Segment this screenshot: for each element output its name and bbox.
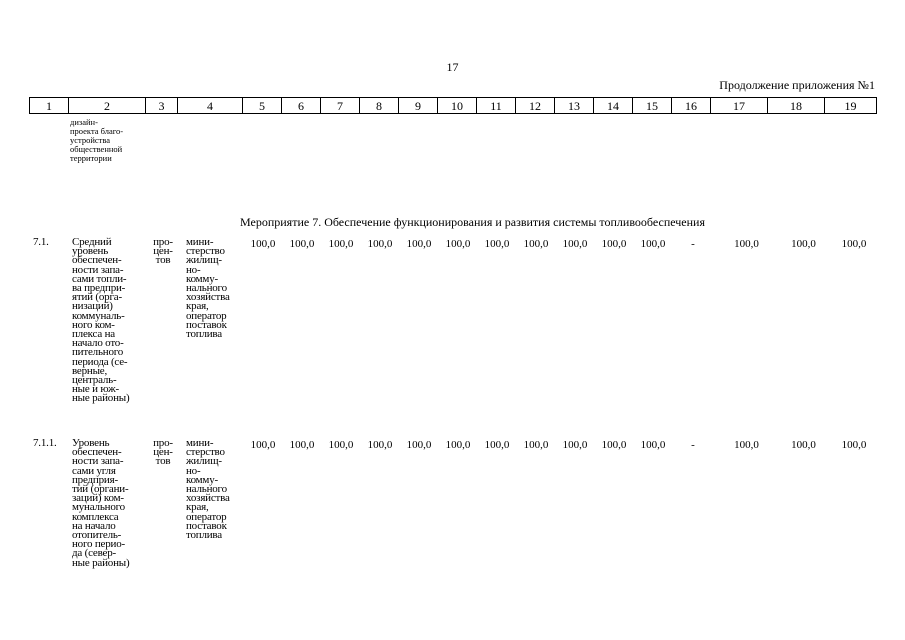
row-value: 100,0 [445,238,471,250]
continuation-label: Продолжение приложения №1 [719,78,875,92]
row-unit: про- цен- тов [153,236,173,267]
row-value: 100,0 [601,238,627,250]
header-cell: 11 [477,98,516,114]
row-indicator-name: Средний уровень обеспечен- ности запа- сами топли- ва предпри- ятий (орга- низаций) коммуналь- ного ком- плекса на начало ото- пительного периода (се- верные, централь- ные и юж- ные районы) [72,236,130,405]
row-value: 100,0 [367,439,393,451]
header-cell: 3 [146,98,178,114]
row-indicator-name: Уровень обеспечен- ности запа- сами угля предприя- тий (органи- заций) ком- мунального комплекса на начало отопитель- ного перио- да (север- ные районы) [72,437,130,569]
carryover-text: дизайн- проекта благо- устройства общественной территории [70,117,124,163]
row-value: 100,0 [791,439,816,451]
row-value: 100,0 [734,238,759,250]
header-cell: 10 [438,98,477,114]
header-cell: 8 [360,98,399,114]
header-cell: 18 [768,98,825,114]
row-value: 100,0 [484,439,510,451]
row-value: 100,0 [250,238,276,250]
header-cell: 14 [594,98,633,114]
row-value: 100,0 [640,238,666,250]
row-value: 100,0 [601,439,627,451]
page-number: 17 [446,60,459,74]
header-cell: 15 [633,98,672,114]
row-code: 7.1. [33,236,49,248]
row-unit: про- цен- тов [153,437,173,468]
row-value: 100,0 [406,439,432,451]
header-cell: 7 [321,98,360,114]
row-value: 100,0 [250,439,276,451]
header-cell: 1 [30,98,69,114]
column-header-table [29,97,877,114]
row-value: 100,0 [406,238,432,250]
row-value: 100,0 [445,439,471,451]
row-value: 100,0 [289,439,315,451]
row-value: - [691,238,695,250]
row-value: 100,0 [734,439,759,451]
header-cell: 16 [672,98,711,114]
row-value: 100,0 [523,238,549,250]
header-cell: 19 [825,98,877,114]
row-value: 100,0 [289,238,315,250]
section-title: Мероприятие 7. Обеспечение функционирования и развития системы топливообеспечения [240,215,705,229]
row-value: 100,0 [523,439,549,451]
row-value: 100,0 [328,439,354,451]
row-code: 7.1.1. [33,437,57,449]
row-responsible: мини- стерство жилищ- но- комму- нального хозяйства края, оператор поставок топлива [186,437,230,542]
row-value: 100,0 [791,238,816,250]
header-cell: 6 [282,98,321,114]
row-value: 100,0 [328,238,354,250]
header-cell: 2 [69,98,146,114]
row-value: 100,0 [841,439,867,451]
row-value: 100,0 [562,439,588,451]
row-responsible: мини- стерство жилищ- но- комму- нального хозяйства края, оператор поставок топлива [186,236,230,341]
header-cell: 4 [178,98,243,114]
row-value: 100,0 [640,439,666,451]
header-cell: 13 [555,98,594,114]
row-value: 100,0 [367,238,393,250]
header-cell: 12 [516,98,555,114]
header-cell: 5 [243,98,282,114]
header-cell: 17 [711,98,768,114]
row-value: 100,0 [562,238,588,250]
header-cell: 9 [399,98,438,114]
row-value: - [691,439,695,451]
row-value: 100,0 [841,238,867,250]
row-value: 100,0 [484,238,510,250]
